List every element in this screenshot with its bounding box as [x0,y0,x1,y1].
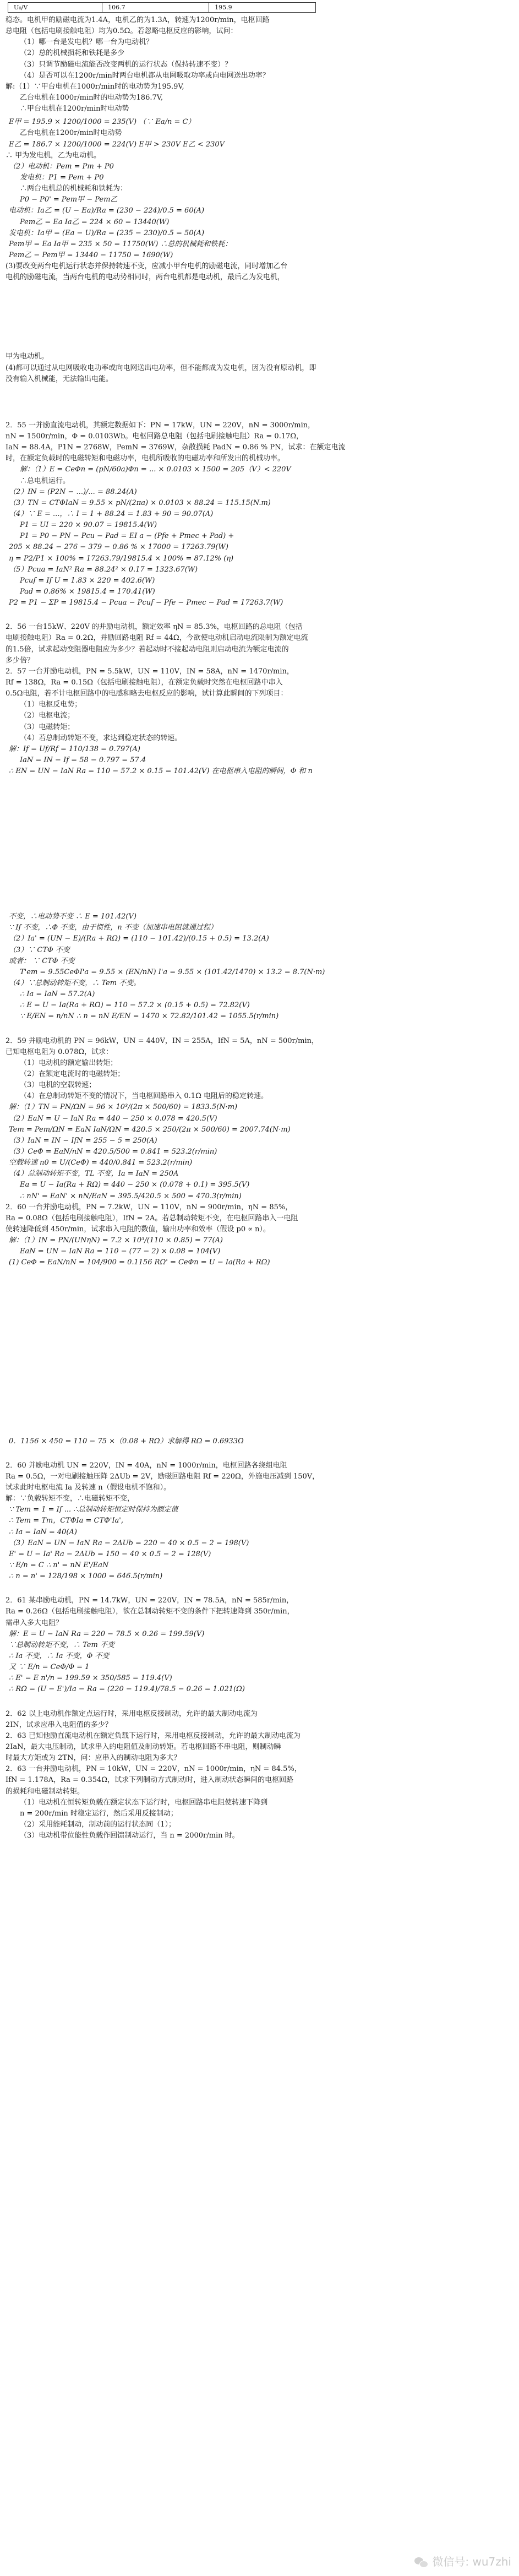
text-line: 已知电枢电阻为 0.078Ω，试求： [6,1047,113,1056]
text-line: 解:（1）∵甲台电机在1000r/min时的电动势为195.9V, [6,82,184,91]
formula-line: （5）Pcua = IaN² Ra = 88.24² × 0.17 = 1323.67(W) [9,565,198,574]
formula-line: 0．1156 × 450 = 110 − 75 ×（0.08 + RΩ）求解得 RΩ = 0.6933Ω [9,1437,244,1445]
text-line: （1）电动机在恒转矩负载在额定状态下运行时，电枢回路串电阻使转速下降到 [20,1798,268,1807]
text-line: 乙台电机在1200r/min时电动势 [20,129,122,138]
table-cell-value-1: 106.7 [102,3,209,13]
formula-line: (1) CeΦ = EaN/nN = 104/900 = 0.1156 RΩ' = CeΦn = U − Ia(Ra + RΩ) [9,1258,270,1267]
formula-line: T'em = 9.55CeΦI'a = 9.55 × (EN/nN) I'a = 9.55 × (101.42/1470) × 13.2 = 8.7(N·m) [20,968,325,976]
formula-line: （3）TN = CTΦIaN = 9.55 × pN/(2πa) × 0.0103 × 88.24 = 115.15(N.m) [9,498,271,507]
blank-space [6,1698,513,1709]
text-line: IfN = 1.178A，Ra = 0.354Ω，试求下列制动方式制动时，进入制动状态瞬间的电枢回路 [6,1776,294,1785]
formula-line: P0 − P0' = Pem甲 − Pem乙 [20,195,118,204]
formula-line: 解：（1）E = CeΦn = (pN/60a)Φn = ... × 0.0103 × 1500 = 205（V）< 220V [20,465,291,474]
formula-line: E' = U − Ia' Ra − 2ΔUb = 150 − 40 × 0.5 − 2 = 128(V) [9,1550,211,1558]
text-line: （4）若总制动转矩不变，求达到稳定状态的转速。 [20,733,182,742]
section-problem-54-intro [6,15,513,115]
formula-line: 解：（1）IN = PN/(UNηN) = 7.2 × 10³/(110 × 0.85) = 77(A) [9,1236,223,1245]
formula-line: ∴ Ia = IaN = 40(A) [9,1528,77,1536]
text-line: Ra = 0.5Ω，一对电刷接触压降 2ΔUb = 2V，励磁回路电阻 Rf = 220Ω，外施电压减到 150V， [6,1472,320,1481]
text-line: （2）采用能耗制动，制动前的运行状态同（1）； [20,1820,176,1829]
watermark-text: 微信号: wu7zhi [432,2555,511,2568]
text-line: 2．55 一并励直流电动机，其额定数据如下：PN = 17kW，UN = 220V，nN = 3000r/min， [6,421,315,430]
text-line: （3）电磁转矩； [20,722,75,731]
blank-space [6,779,513,845]
formula-line: IaN = IN − If = 58 − 0.797 = 57.4 [20,756,146,764]
table-row [8,3,316,13]
text-line: 使转速降低到 450r/min，试求串入电阻的数值，输出功率和效率（假设 p0 ∝ n）。 [6,1225,271,1233]
text-line: 2．63 已知他励直流电动机在额定负载下运行时，采用电枢反接制动，允许的最大制动电流为 [6,1731,301,1740]
text-line: （3）电机的空载转速； [20,1081,96,1090]
section-problem-54-solution [6,117,513,283]
text-line: (4)都可以通过从电网吸收电功率或向电网送出电功率，但不能都成为发电机，因为没有原动机，即 [6,363,316,372]
formula-line: Tem = Pem/ΩN = EaN IaN/ΩN = 420.5 × 250/(2π × 500/60) = 2007.74(N·m) [9,1125,291,1134]
text-line: 总电阻（包括电刷接触电阻）均为0.5Ω。若忽略电枢反应的影响，试问： [6,27,238,36]
blank-space [6,387,513,420]
formula-line: P1 = P0 − PN − Pcu − Pad = EI a − (Pfe + Pmec + Pad) + [20,532,234,541]
text-line: 时，在额定负载时的电磁转矩和电磁功率，电机所吸收的电磁功率和所发出的机械功率。 [6,454,285,463]
text-line: nN = 1500r/min，Φ = 0.0103Wb。电枢回路总电阻（包括电刷接触电阻）Ra = 0.17Ω， [6,432,304,441]
formula-line: ∵总制动转矩不变，∴ Tem 不变 [9,1640,114,1649]
formula-line: 205 × 88.24 − 276 − 379 − 0.86 % × 17000 = 17263.79(W) [9,543,228,552]
text-line: （2）电枢电流； [20,711,75,720]
text-line: 2IaN，最大电压制动，试求串入的电阻值及制动转矩。若电枢回路不串电阻，则制动瞬 [6,1742,281,1751]
text-line: 甲为电动机。 [6,352,49,361]
text-line: （1）电枢反电势； [20,700,82,709]
formula-line: ∴ nN' = EaN' × nN/EaN = 395.5/420.5 × 500 = 470.3(r/min) [20,1192,242,1200]
section-problem-61 [6,1595,513,1695]
text-line: 电刷接触电阻）Ra = 0.2Ω，并励回路电阻 Rf = 44Ω，今欲使电动机启动电流限制为额定电流 [6,634,308,643]
table-cell-value-2: 195.9 [209,3,316,13]
formula-line: 解：（1）TN = PN/ΩN = 96 × 10³/(2π × 500/60) = 1833.5(N·m) [9,1103,238,1112]
section-problem-60-result [6,1436,513,1447]
formula-line: ∴ Ia 不变，∴ Ia 不变，Φ 不变 [9,1651,110,1660]
formula-line: ∵ E/n = C ∴ n' = nN E'/EaN [9,1561,109,1569]
formula-line: ∴ Ia = IaN = 57.2(A) [20,990,95,999]
formula-line: 又 ∵ E/n = CeΦ/Φ = 1 [9,1663,90,1672]
formula-line: P1 = UI = 220 × 90.07 = 19815.4(W) [20,521,157,530]
text-line: 稳态。电机甲的励磁电流为1.4A，电机乙的为1.3A，转速为1200r/min，电枢回路 [6,16,270,25]
formula-line: Pem甲 = Ea Ia甲 = 235 × 50 = 11750(W) ∴总的机械耗和铁耗： [9,240,232,248]
formula-line: （3）CeΦ = EaN/nN = 420.5/500 = 0.841 = 523.2(r/min) [9,1148,217,1156]
text-line: 2．60 并励电动机 UN = 220V，IN = 40A，nN = 1000r/min，电枢回路各绕组电阻 [6,1461,287,1470]
text-line: Rf = 138Ω，Ra = 0.15Ω（包括电刷接触电阻），在额定负载时突然在电枢回路中串入 [6,678,283,687]
text-line: 的1.5倍，试求起动变阻器电阻应为多少？若起动时不接起动电阻则启动电流为额定电流的 [6,645,289,654]
text-line: 2．60 一台并励电动机，PN = 7.2kW，UN = 110V，nN = 900r/min，ηN = 85%， [6,1203,293,1211]
blank-space [6,1403,513,1436]
formula-line: Pem乙 − Pem甲 = 13440 − 11750 = 1690(W) [9,251,173,259]
formula-line: ∴ n = n' = 128/198 × 1000 = 646.5(r/min) [9,1572,163,1581]
formula-line: ∵ If 不变，∴Φ 不变，由于惯性，n 不变（加速串电阻就通过程） [9,923,217,932]
text-line: （2）在额定电流时的电磁转矩； [20,1070,125,1079]
text-line: n = 200r/min 时稳定运行，然后采用反接制动； [20,1809,178,1818]
text-line: 2．61 某串励电动机，PN = 14.7kW，UN = 220V，IN = 78.5A，nN = 585r/min， [6,1596,294,1605]
formula-line: （4）总制动转矩不变，TL 不变，Ia = IaN = 250A [9,1170,179,1178]
formula-line: （4）∵ E = ...，∴ I = 1 + 88.24 = 1.83 + 90 = 90.07(A) [9,509,214,518]
text-line: 电机的励磁电流，当两台电机的电动势相同时，两台电机都是电动机，最后乙为发电机， [6,273,285,282]
formula-line: E乙 = 186.7 × 1200/1000 = 224(V) E甲 > 230V E乙 < 230V [9,140,225,149]
blank-space [6,285,513,351]
text-line: Ra = 0.08Ω（包括电刷接触电阻），IfN = 2A。若总制动转矩不变，在电枢回路串入一电阻 [6,1214,298,1222]
formula-line: 发电机：P1 = Pem + P0 [20,173,104,182]
formula-line: Ea = U − Ia(Ra + RΩ) = 440 − 250 × (0.078 + 0.1) = 395.5(V) [20,1181,250,1189]
text-line: 的损耗和电磁制动转矩。 [6,1787,85,1796]
table-cell-label: U₀/V [8,3,102,13]
text-line: 试求此时电枢电流 Ia 及转速 n（假设电机不饱和）。 [6,1483,171,1492]
formula-line: EaN = UN − IaN Ra = 110 − (77 − 2) × 0.08 = 104(V) [20,1247,221,1256]
formula-line: （3）∵ CTΦ 不变 [9,945,70,954]
section-problem-59-60 [6,1036,513,1269]
formula-line: 发电机：Ia甲 = (Ea − U)/Ra = (235 − 230)/0.5 = 50(A) [9,229,205,237]
text-line: 需串入多大电阻？ [6,1618,63,1627]
formula-line: E甲 = 195.9 × 1200/1000 = 235(V) （∵ Ea/n = C） [9,118,195,127]
text-line: 0.5Ω电阻，若不计电枢回路中的电感和略去电枢反应的影响，试计算此瞬间的下列项目： [6,689,288,698]
formula-line: （3）EaN = UN − IaN Ra − 2ΔUb = 220 − 40 × 0.5 − 2 = 198(V) [9,1539,249,1547]
formula-line: 空载转速 n0 = U/(CeΦ) = 440/0.841 = 523.2(r/min) [9,1159,193,1167]
formula-line: 解：E = U − IaN Ra = 220 − 78.5 × 0.26 = 199.59(V) [9,1629,205,1638]
formula-line: ∵ E/EN = n/nN ∴ n = nN E/EN = 1470 × 72.82/101.42 = 1055.5(r/min) [20,1012,279,1021]
text-line: 2．63 一台并励电动机，PN = 10kW，UN = 220V，nN = 1000r/min，ηN = 84.5%， [6,1765,302,1774]
section-problem-57-solution [6,911,513,1022]
text-line: （3）只调节励磁电流能否改变两机的运行状态（保持转速不变）？ [20,60,232,69]
text-line: 乙台电机在1000r/min时的电动势为186.7V, [20,94,163,102]
formula-line: ∴ EN = UN − IaN Ra = 110 − 57.2 × 0.15 = 101.42(V) 在电枢串入电阻的瞬间，Φ 和 n [9,767,313,776]
wechat-watermark [414,2553,511,2570]
text-line: Ra = 0.26Ω（包括电刷接触电阻），欲在总制动转矩不变的条件下把转速降到 350r/min， [6,1607,294,1616]
formula-line: Pem乙 = Ea Ia乙 = 224 × 60 = 13440(W) [20,218,170,226]
section-problem-54-conclusion [6,351,513,384]
text-line: 多少倍？ [6,656,35,665]
text-line: （1）电动机的额定输出转矩； [20,1058,118,1067]
wechat-icon [414,2556,429,2568]
text-line: (3)要改变两台电机运行状态并保持转速不变，应减小甲台电机的励磁电流，同时增加乙台 [6,262,288,271]
formula-line: η = P2/P1 × 100% = 17263.79/19815.4 × 100% = 87.12% (η) [9,554,234,563]
formula-line: 不变，∴电动势不变 ∴ E = 101.42(V) [9,912,136,921]
formula-line: ∴ RΩ = (U − E')/Ia − Ra = (220 − 119.4)/78.5 − 0.26 = 1.021(Ω) [9,1685,245,1694]
text-line: （1）哪一台是发电机？哪一台为电动机？ [20,38,154,47]
formula-line: 电动机：Ia乙 = (U − Ea)/Ra = (230 − 224)/0.5 = 60(A) [9,206,205,215]
text-line: 2．57 一台并励电动机，PN = 5.5kW，UN = 110V，IN = 58A，nN = 1470r/min， [6,667,294,676]
text-line: IaN = 88.4A，P1N = 2768W，PemN = 3769W，杂散损耗 PadN = 0.86 % PN，试求：在额定电流 [6,443,346,452]
text-line: ∴甲台电机在1200r/min时电动势 [20,105,129,113]
blank-space [6,1271,513,1337]
text-line: （3）电动机带位能性负载作回馈制动运行，当 n = 2000r/min 时。 [20,1832,239,1840]
text-line: 2．56 一台15kW、220V 的并励电动机，额定效率 ηN = 85.3%，电枢回路的总电阻（包括 [6,623,303,632]
section-problem-55 [6,420,513,608]
formula-line: 或者： ∵ CTΦ 不变 [9,957,75,965]
formula-line: ∴ E' = E n'/n = 199.59 × 350/585 = 119.4(V) [9,1674,172,1683]
section-problem-62-63 [6,1709,513,1842]
blank-space [6,1449,513,1460]
formula-line: P2 = P1 − ΣP = 19815.4 − Pcua − Pcuf − Pfe − Pmec − Pad = 17263.7(W) [9,599,283,607]
formula-line: （2）EaN = U − IaN Ra = 440 − 250 × 0.078 = 420.5(V) [9,1114,217,1123]
text-line: 2．62 以上电动机作额定点运行时，采用电枢反接制动，允许的最大制动电流为 [6,1709,258,1718]
formula-line: ∴ Tem = Tm，CTΦIa = CTΦ'Ia', [9,1517,124,1525]
formula-line: Pad = 0.86% × 19815.4 = 170.41(W) [20,587,155,596]
section-problem-60b [6,1460,513,1583]
blank-space [6,611,513,622]
text-line: 时最大方矩或为 2TN，问：应串入的制动电阻为多大？ [6,1754,181,1763]
text-line: （4）在总制动转矩不变的情况下，当电枢回路串入 0.1Ω 电阻后的稳定转速。 [20,1092,268,1101]
formula-line: （2）Ia' = (UN − E)/(Ra + RΩ) = (110 − 101.42)/(0.15 + 0.5) = 13.2(A) [9,934,269,943]
section-problem-56-57 [6,622,513,777]
text-line: 2．59 并励电动机的 PN = 96kW，UN = 440V，IN = 255A，IfN = 5A，nN = 500r/min， [6,1036,319,1045]
formula-line: Pcuf = If U = 1.83 × 220 = 402.6(W) [20,576,155,585]
text-line: 没有输入机械能，无法输出电能。 [6,374,113,383]
emf-data-table [8,2,316,13]
formula-line: （2）IN = (P2N − ...)/... = 88.24(A) [9,487,137,496]
formula-line: （4）∵总制动转矩不变，∴ Tem 不变。 [9,979,141,988]
formula-line: ∵ Tem = 1 = If ... ∴总制动转矩恒定时保持为额定值 [9,1506,178,1514]
text-line: 解：∵负载转矩不变，∴电磁转矩不变， [6,1494,135,1503]
blank-space [6,1584,513,1595]
text-line: （2）总的机械损耗和铁耗是多少 [20,49,125,58]
formula-line: （3）IaN = IN − IfN = 255 − 5 = 250(A) [9,1136,157,1145]
text-line: ∴总电机运行。 [20,476,70,485]
text-line: ∴两台电机总的机械耗和铁耗为： [20,184,128,193]
blank-space [6,845,513,911]
text-line: ∴ 甲为发电机，乙为电动机。 [6,151,101,160]
formula-line: （2）电动机：Pem = Pm + P0 [9,162,114,171]
blank-space [6,1025,513,1036]
formula-line: 解：If = Uf/Rf = 110/138 = 0.797(A) [9,744,140,753]
formula-line: ∴ E = U − Ia(Ra + RΩ) = 110 − 57.2 × (0.15 + 0.5) = 72.82(V) [20,1001,250,1010]
text-line: （4）是否可以在1200r/min时两台电机都从电网吸取功率或向电网送出功率？ [20,71,270,80]
blank-space [6,1337,513,1403]
text-line: 2IN，试求应串入电阻值的多少？ [6,1720,112,1729]
